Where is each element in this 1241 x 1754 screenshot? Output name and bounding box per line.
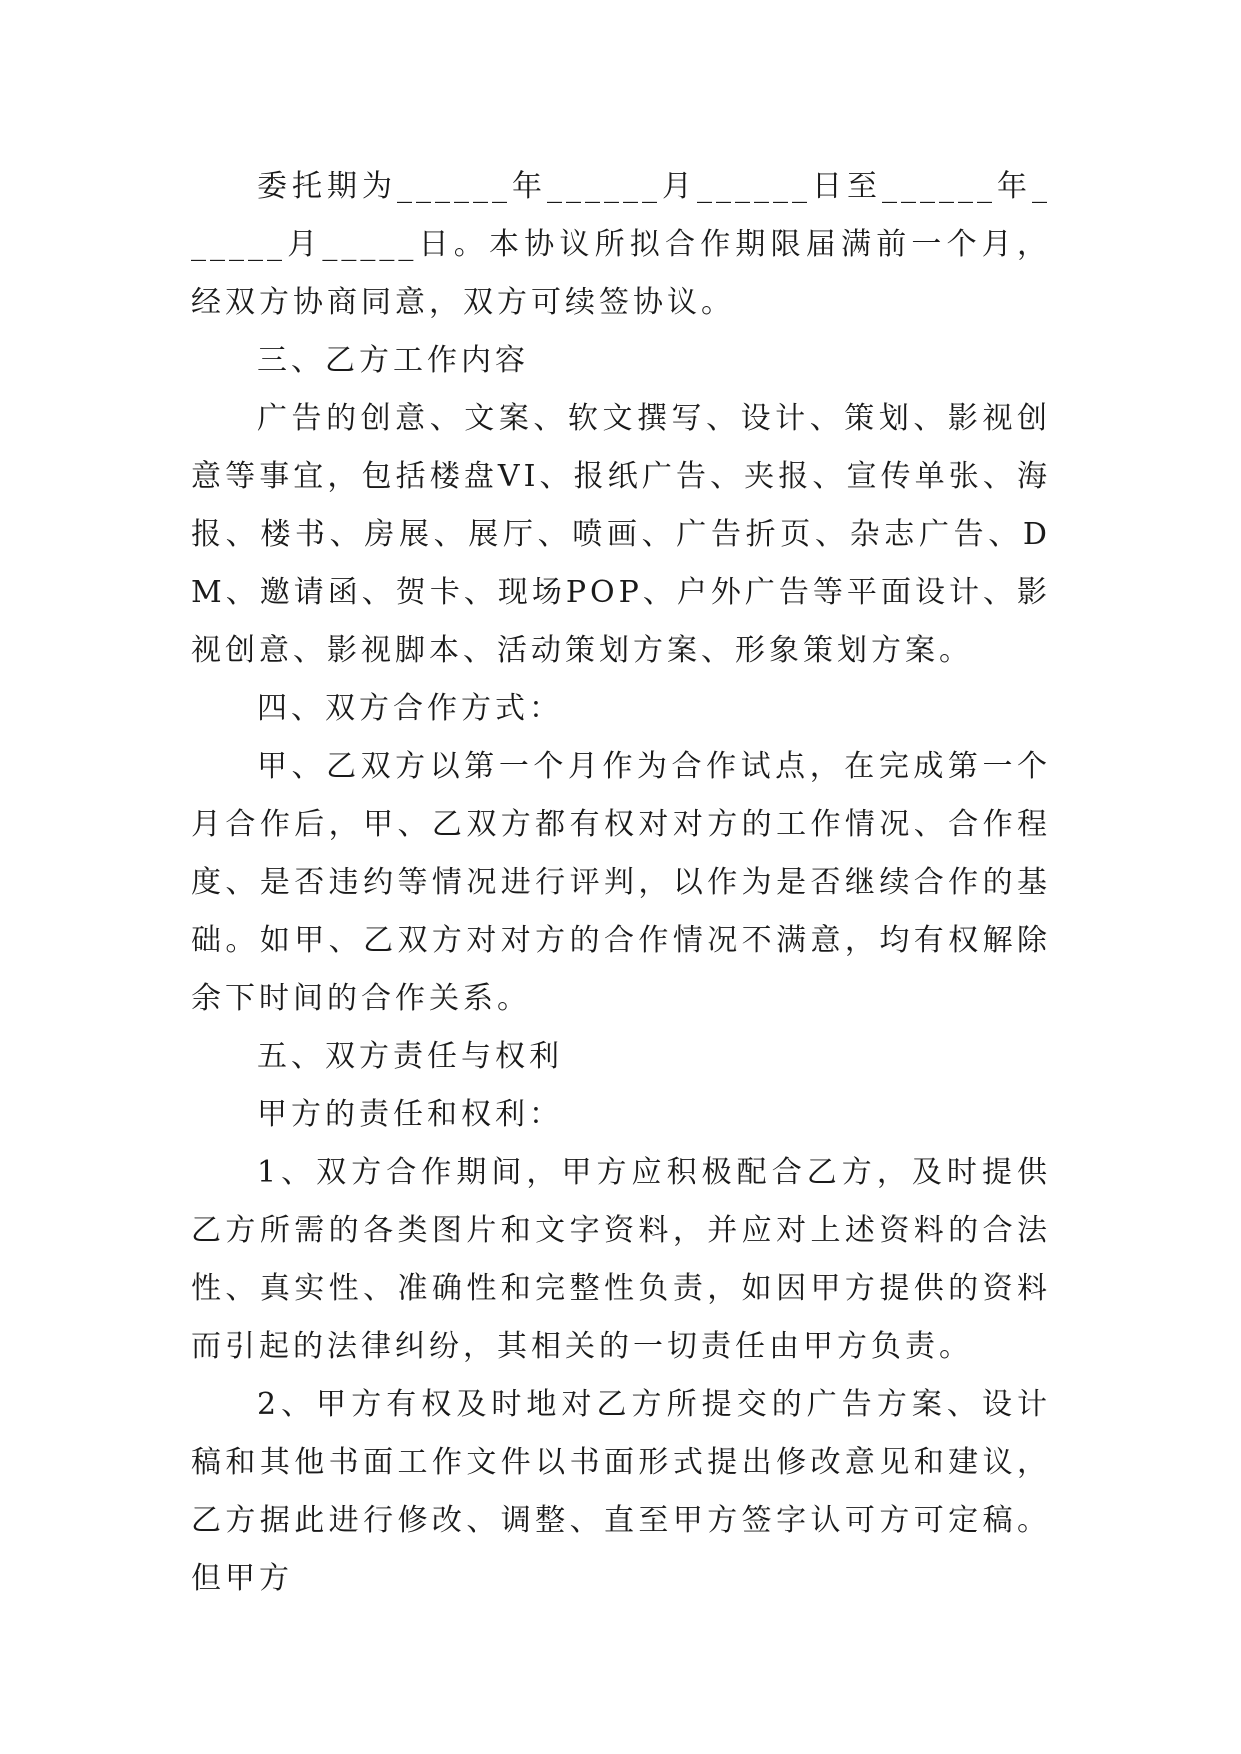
section-heading-4: 四、双方合作方式：: [257, 691, 563, 726]
document-body: [191, 158, 1051, 1608]
paragraph-work-content: 广告的创意、文案、软文撰写、设计、策划、影视创意等事宜，包括楼盘VI、报纸广告、夹报、宣传单张、海报、楼书、房展、展厅、喷画、广告折页、杂志广告、DM、邀请函、贺卡、现场POP、户外广告等平面设计、影视创意、影视脚本、活动策划方案、形象策划方案。: [191, 401, 1051, 668]
section-heading-5: 五、双方责任与权利: [257, 1039, 563, 1074]
paragraph-cooperation-method: 甲、乙双方以第一个月作为合作试点，在完成第一个月合作后，甲、乙双方都有权对对方的工作情况、合作程度、是否违约等情况进行评判，以作为是否继续合作的基础。如甲、乙双方对对方的合作情况不满意，均有权解除余下时间的合作关系。: [191, 749, 1051, 1016]
subheading-party-a: 甲方的责任和权利：: [257, 1097, 563, 1132]
clause-1: 1、双方合作期间，甲方应积极配合乙方，及时提供乙方所需的各类图片和文字资料，并应对上述资料的合法性、真实性、准确性和完整性负责，如因甲方提供的资料而引起的法律纠纷，其相关的一切责任由甲方负责。: [191, 1155, 1051, 1364]
clause-2: 2、甲方有权及时地对乙方所提交的广告方案、设计稿和其他书面工作文件以书面形式提出修改意见和建议，乙方据此进行修改、调整、直至甲方签字认可方可定稿。但甲方: [191, 1387, 1051, 1596]
paragraph-term: 委托期为______年______月______日至______年______月_____日。本协议所拟合作期限届满前一个月，经双方协商同意，双方可续签协议。: [191, 169, 1051, 320]
section-heading-3: 三、乙方工作内容: [257, 343, 529, 378]
